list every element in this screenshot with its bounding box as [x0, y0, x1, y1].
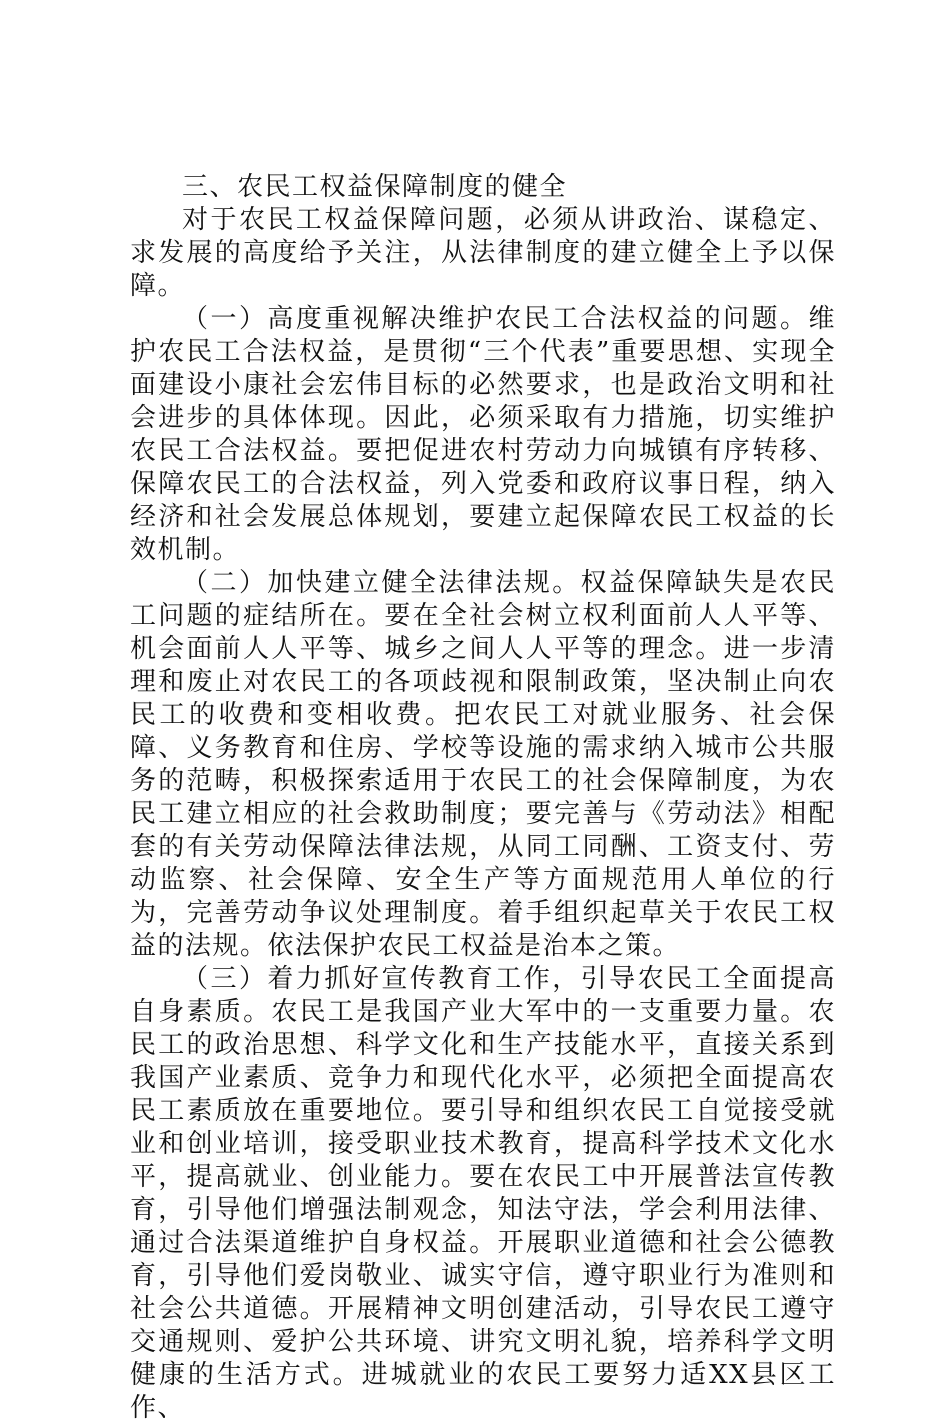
paragraph-two: （二）加快建立健全法律法规。权益保障缺失是农民工问题的症结所在。要在全社会树立权利面前人人平等、机会面前人人平等、城乡之间人人平等的理念。进一步清理和废止对农民工的各项歧视和限制政策，坚决制止向农民工的收费和变相收费。把农民工对就业服务、社会保障、义务教育和住房、学校等设施的需求纳入城市公共服务的范畴，积极探索适用于农民工的社会保障制度，为农民工建立相应的社会救助制度；要完善与《劳动法》相配套的有关劳动保障法律法规，从同工同酬、工资支付、劳动监察、社会保障、安全生产等方面规范用人单位的行为，完善劳动争议处理制度。着手组织起草关于农民工权益的法规。依法保护农民工权益是治本之策。: [130, 568, 836, 961]
section-heading: 三、农民工权益保障制度的健全: [182, 172, 568, 202]
paragraph-three: （三）着力抓好宣传教育工作，引导农民工全面提高自身素质。农民工是我国产业大军中的一支重要力量。农民工的政治思想、科学文化和生产技能水平，直接关系到我国产业素质、竞争力和现代化水平，必须把全面提高农民工素质放在重要地位。要引导和组织农民工自觉接受就业和创业培训，接受职业技术教育，提高科学技术文化水平，提高就业、创业能力。要在农民工中开展普法宣传教育，引导他们增强法制观念，知法守法，学会利用法律、通过合法渠道维护自身权益。开展职业道德和社会公德教育，引导他们爱岗敬业、诚实守信，遵守职业行为准则和社会公共道德。开展精神文明创建活动，引导农民工遵守交通规则、爱护公共环境、讲究文明礼貌，培养科学文明健康的生活方式。进城就业的农民工要努力适XX县区工作、: [130, 964, 836, 1423]
paragraph-one: （一）高度重视解决维护农民工合法权益的问题。维护农民工合法权益，是贯彻“三个代表”重要思想、实现全面建设小康社会宏伟目标的必然要求，也是政治文明和社会进步的具体体现。因此，必须采取有力措施，切实维护农民工合法权益。要把促进农村劳动力向城镇有序转移、保障农民工的合法权益，列入党委和政府议事日程，纳入经济和社会发展总体规划，要建立起保障农民工权益的长效机制。: [130, 304, 836, 565]
document-body: [130, 171, 836, 1425]
intro-paragraph: 对于农民工权益保障问题，必须从讲政治、谋稳定、求发展的高度给予关注，从法律制度的建立健全上予以保障。: [130, 205, 836, 301]
